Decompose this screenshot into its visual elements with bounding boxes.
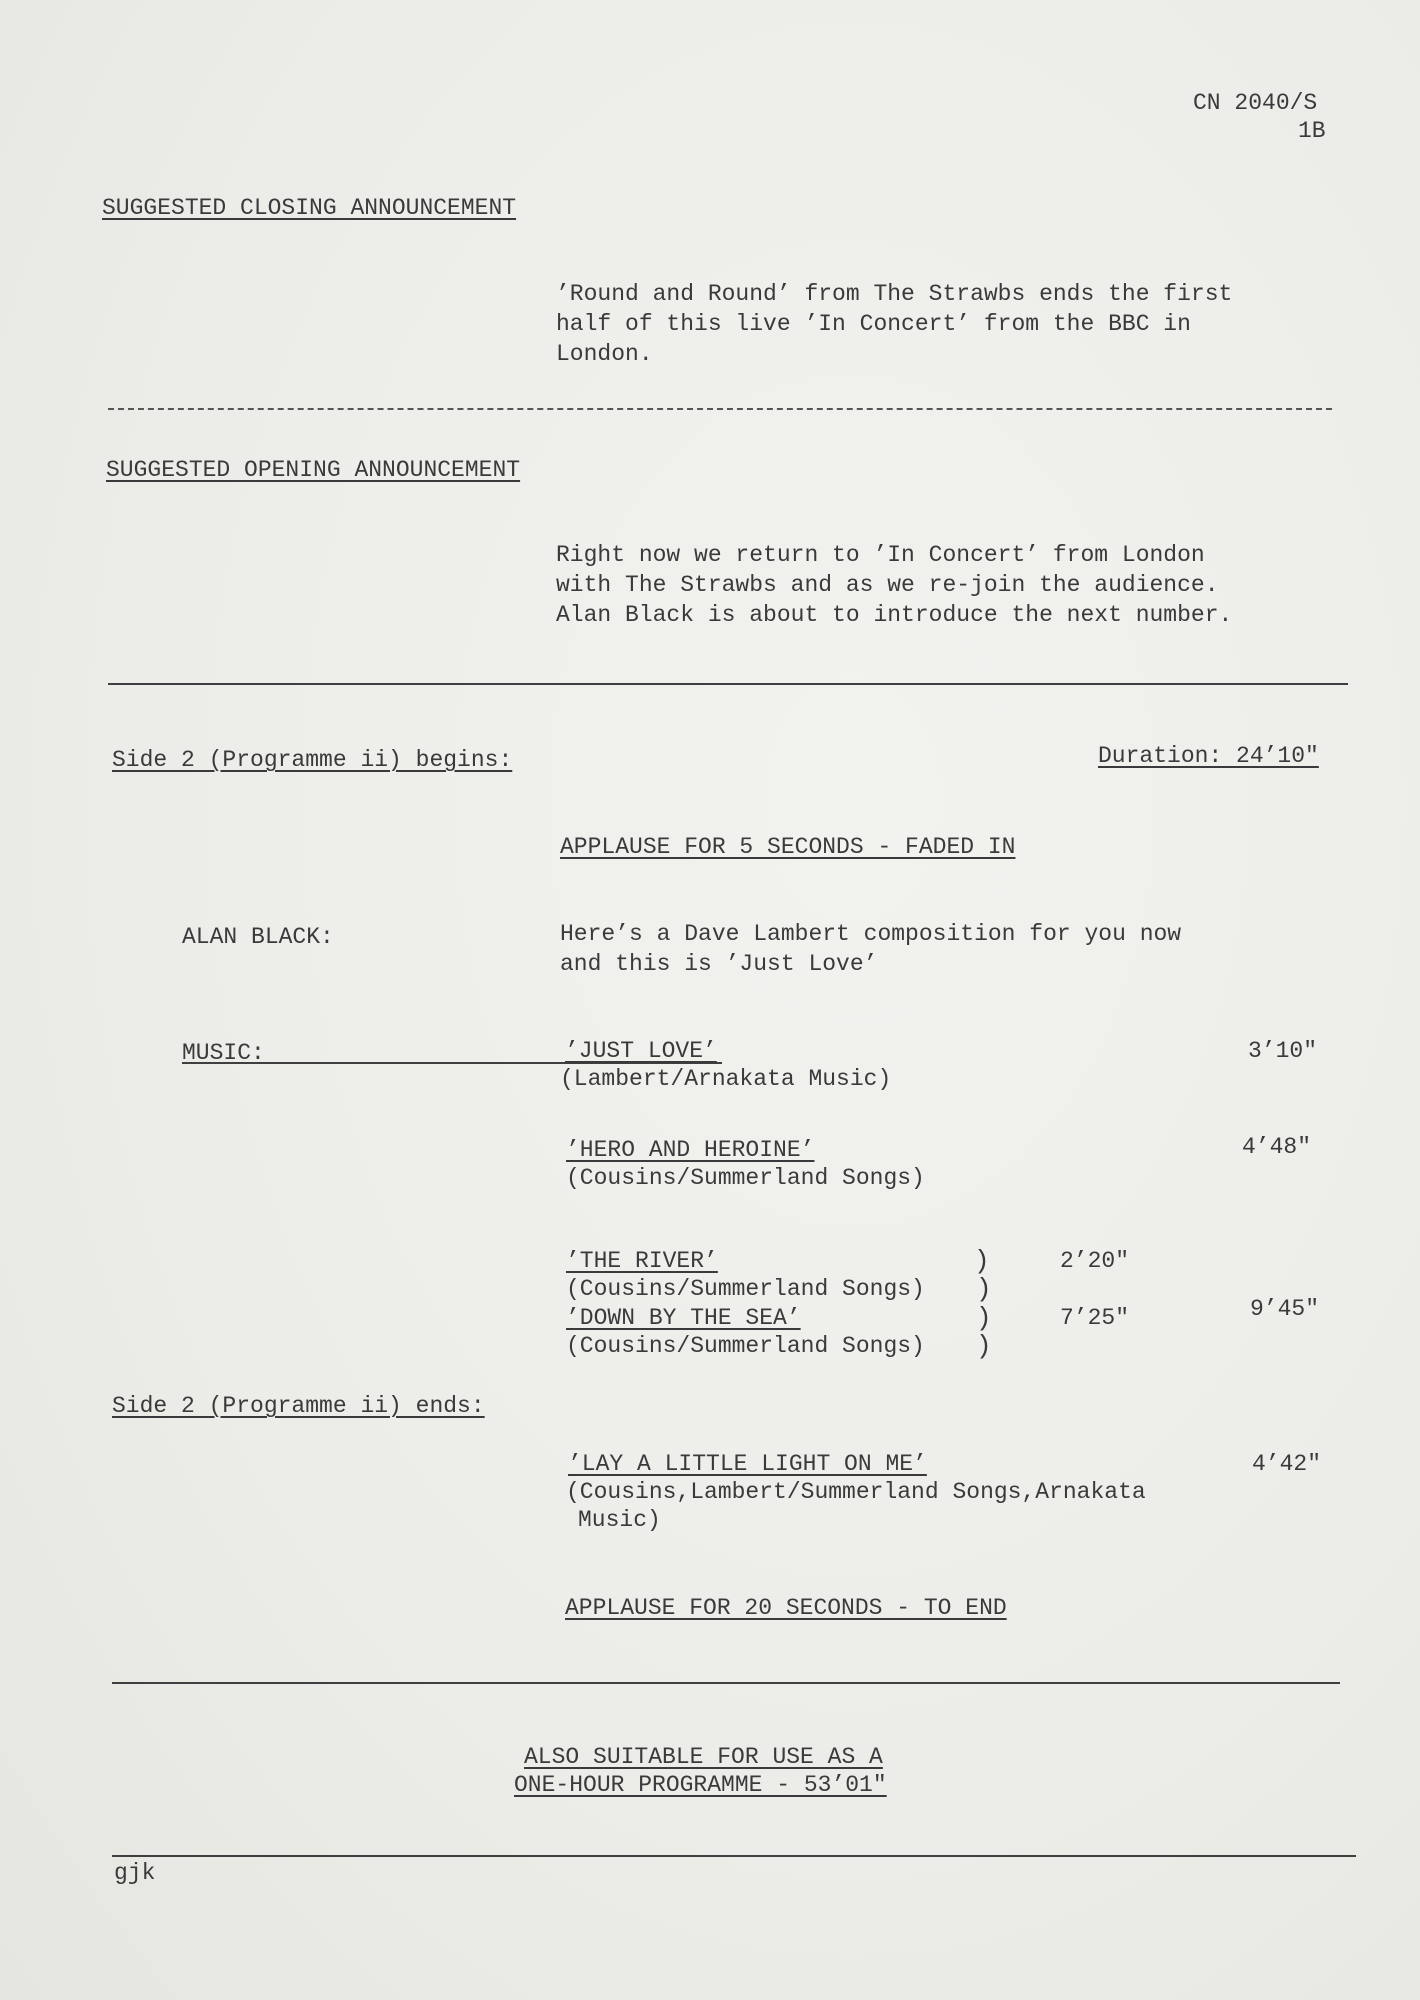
footer-note-line: ALSO SUITABLE FOR USE AS A [524,1744,883,1770]
track-title: ’DOWN BY THE SEA’ [566,1305,801,1331]
track-title: ’LAY A LITTLE LIGHT ON ME’ [568,1451,927,1477]
section-rule [108,683,1348,685]
opening-heading: SUGGESTED OPENING ANNOUNCEMENT [106,457,521,483]
document-reference: CN 2040/S [1193,90,1318,116]
track-time: 7’25" [1060,1305,1130,1331]
track-time: 4’48" [1242,1134,1312,1160]
track-credit: (Cousins/Summerland Songs) [566,1276,925,1302]
side2-begins: Side 2 (Programme ii) begins: [112,747,513,773]
closing-heading: SUGGESTED CLOSING ANNOUNCEMENT [102,195,517,221]
track-credit: (Cousins,Lambert/Summerland Songs,Arnakata [566,1479,1146,1505]
applause-start: APPLAUSE FOR 5 SECONDS - FADED IN [560,834,1016,860]
music-label: MUSIC: [182,1040,265,1066]
track-credit: (Lambert/Arnakata Music) [560,1066,892,1092]
track-credit: (Cousins/Summerland Songs) [566,1165,925,1191]
opening-line: with The Strawbs and as we re-join the audience. [556,572,1219,598]
closing-line: London. [556,341,653,367]
group-time: 9’45" [1250,1296,1320,1322]
dashed-separator [108,408,1332,410]
track-credit: (Cousins/Summerland Songs) [566,1333,925,1359]
group-brace: ) [974,1246,990,1276]
opening-line: Alan Black is about to introduce the next number. [556,602,1233,628]
track-time: 3’10" [1248,1038,1318,1064]
typist-initials: gjk [114,1860,156,1886]
group-brace: ) [976,1331,992,1361]
footer-note-line: ONE-HOUR PROGRAMME - 53’01" [514,1772,887,1798]
group-brace: ) [976,1274,992,1304]
track-title: ’THE RIVER’ [566,1248,718,1274]
track-time: 4’42" [1252,1451,1322,1477]
speech-line: and this is ’Just Love’ [560,951,878,977]
side2-duration: Duration: 24’10" [1098,743,1319,769]
track-credit: Music) [578,1507,661,1533]
footer-rule [112,1855,1356,1857]
side2-ends: Side 2 (Programme ii) ends: [112,1393,485,1419]
speaker-label: ALAN BLACK: [182,924,334,950]
opening-line: Right now we return to ’In Concert’ from London [556,542,1205,568]
section-rule [112,1682,1340,1684]
track-title: ’HERO AND HEROINE’ [566,1137,815,1163]
track-title: ’JUST LOVE’ [565,1038,717,1064]
speech-line: Here’s a Dave Lambert composition for you now [560,921,1182,947]
group-brace: ) [976,1303,992,1333]
applause-end: APPLAUSE FOR 20 SECONDS - TO END [565,1595,1007,1621]
closing-line: half of this live ’In Concert’ from the BBC in [556,311,1191,337]
sheet-number: 1B [1298,118,1326,144]
closing-line: ’Round and Round’ from The Strawbs ends the first [556,281,1233,307]
track-time: 2’20" [1060,1248,1130,1274]
